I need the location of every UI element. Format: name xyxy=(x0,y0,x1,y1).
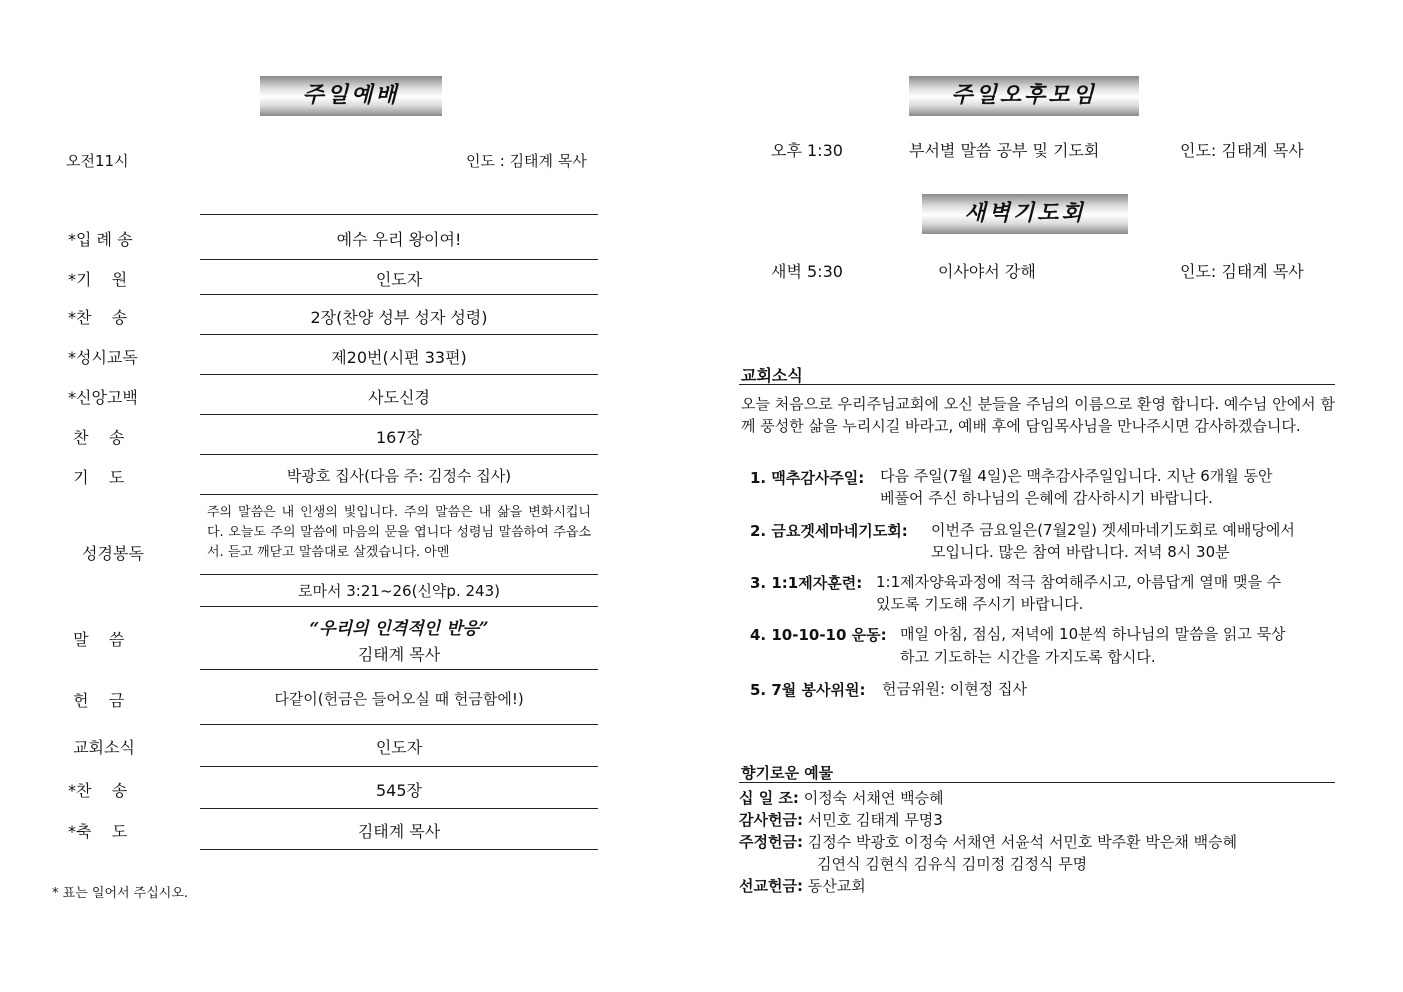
order-label: 교회소식 xyxy=(68,738,135,757)
order-label: 기 도 xyxy=(68,468,125,487)
offering-names: 동산교회 xyxy=(807,877,866,895)
table-rule xyxy=(200,766,598,767)
order-value: 박광호 집사(다음 주: 김정수 집사) xyxy=(286,467,512,485)
table-rule xyxy=(200,414,598,415)
sermon-preacher: 김태계 목사 xyxy=(357,645,441,664)
afternoon-time: 오후 1:30 xyxy=(771,141,843,160)
table-rule xyxy=(200,574,598,575)
news-rule xyxy=(739,384,1335,385)
order-value: 예수 우리 왕이여! xyxy=(336,230,462,249)
table-rule xyxy=(200,334,598,335)
worship-leader: 인도 : 김태계 목사 xyxy=(466,152,587,170)
offering-names: 서민호 김태계 무명3 xyxy=(807,811,943,829)
order-value: 인도자 xyxy=(375,270,423,289)
offering-label: 선교헌금: xyxy=(739,877,803,895)
dawn-time: 새벽 5:30 xyxy=(771,262,843,281)
offering-rule xyxy=(739,782,1335,783)
news-item-heading: 2. 금요겟세마네기도회: xyxy=(750,522,908,540)
table-rule xyxy=(200,214,598,215)
offering-label: 주정헌금: xyxy=(739,833,803,851)
news-item-line: 다음 주일(7월 4일)은 맥추감사주일입니다. 지난 6개월 동안 xyxy=(880,467,1273,485)
order-value: 2장(찬양 성부 성자 성령) xyxy=(310,308,488,327)
order-label: *성시교독 xyxy=(68,348,138,367)
table-rule xyxy=(200,849,598,850)
offering-label: 십 일 조: xyxy=(739,789,799,807)
news-item-heading: 4. 10-10-10 운동: xyxy=(750,626,887,644)
offering-names: 이정숙 서채연 백승혜 xyxy=(803,789,944,807)
news-item-heading: 1. 맥추감사주일: xyxy=(750,469,865,487)
scripture-prayer: 주의 말씀은 내 인생의 빛입니다. 주의 말씀은 내 삶을 변화시킵니다. 오늘도 주의 말씀에 마음의 문을 엽니다 성령님 말씀하여 주옵소서. 듣고 깨닫고 말씀대로 살겠습니다. 아멘 xyxy=(207,505,591,560)
order-value: 545장 xyxy=(376,781,422,800)
table-rule xyxy=(200,259,598,260)
dawn-desc: 이사야서 강해 xyxy=(938,262,1036,281)
order-value: 인도자 xyxy=(375,738,423,757)
offering-row xyxy=(739,787,944,808)
table-rule xyxy=(200,808,598,809)
news-item-line: 하고 기도하는 시간을 가지도록 합시다. xyxy=(900,648,1156,666)
offering-names: 김연식 김현식 김유식 김미정 김정식 무명 xyxy=(817,855,1088,873)
offering-row xyxy=(739,831,1237,852)
offering-title: 향기로운 예물 xyxy=(741,764,834,782)
news-item-line: 매일 아침, 점심, 저녁에 10분씩 하나님의 말씀을 읽고 묵상 xyxy=(900,625,1286,643)
news-item-heading: 3. 1:1제자훈련: xyxy=(750,574,863,592)
order-value: 제20번(시편 33편) xyxy=(331,348,467,367)
order-label: *축 도 xyxy=(68,822,128,841)
news-intro: 오늘 처음으로 우리주님교회에 오신 분들을 주님의 이름으로 환영 합니다. 예수님 안에서 함께 풍성한 삶을 누리시길 바라고, 예배 후에 담임목사님을 만나주시면 감사하겠습니다. xyxy=(741,395,1335,435)
news-item-line: 베풀어 주신 하나님의 은혜에 감사하시기 바랍니다. xyxy=(880,489,1213,507)
order-value: 사도신경 xyxy=(368,388,430,407)
order-label: *기 원 xyxy=(68,270,128,289)
order-value: 167장 xyxy=(376,428,422,447)
news-title: 교회소식 xyxy=(741,366,803,385)
order-label: 찬 송 xyxy=(68,428,125,447)
scripture-label: 성경봉독 xyxy=(82,544,144,563)
afternoon-banner: 주일오후모임 xyxy=(909,76,1139,116)
standing-footnote: * 표는 일어서 주십시오. xyxy=(52,886,189,901)
order-label: *찬 송 xyxy=(68,781,128,800)
news-item-line: 있도록 기도해 주시기 바랍니다. xyxy=(876,595,1084,613)
afternoon-leader: 인도: 김태계 목사 xyxy=(1180,141,1304,160)
table-rule xyxy=(200,374,598,375)
order-value: 김태계 목사 xyxy=(357,822,441,841)
sermon-title: “우리의 인격적인 반응” xyxy=(309,619,489,639)
offering-row xyxy=(817,853,1087,874)
news-item-line: 1:1제자양육과정에 적극 참여해주시고, 아름답게 열매 맺을 수 xyxy=(876,573,1282,591)
table-rule xyxy=(200,724,598,725)
news-item-line: 헌금위원: 이현정 집사 xyxy=(882,680,1028,698)
dawn-leader: 인도: 김태계 목사 xyxy=(1180,262,1304,281)
offering-names: 김정수 박광호 이정숙 서채연 서윤석 서민호 박주환 박은채 백승혜 xyxy=(807,833,1238,851)
worship-time: 오전11시 xyxy=(66,152,129,170)
order-value: 다같이(헌금은 들어오실 때 헌금함에!) xyxy=(274,690,524,708)
news-item-line: 이번주 금요일은(7월2일) 겟세마네기도회로 예배당에서 xyxy=(931,521,1295,539)
table-rule xyxy=(200,294,598,295)
news-item-heading: 5. 7월 봉사위원: xyxy=(750,681,866,699)
scripture-passage: 로마서 3:21~26(신약p. 243) xyxy=(298,582,500,600)
order-label: *입 례 송 xyxy=(68,230,133,249)
offering-row xyxy=(739,875,866,896)
table-rule xyxy=(200,606,598,607)
offering-label: 감사헌금: xyxy=(739,811,803,829)
table-rule xyxy=(200,454,598,455)
offering-row xyxy=(739,809,943,830)
dawn-banner: 새벽기도회 xyxy=(922,194,1128,234)
order-label: 헌 금 xyxy=(68,691,125,710)
worship-banner: 주일예배 xyxy=(260,76,442,116)
table-rule xyxy=(200,669,598,670)
sermon-label: 말 씀 xyxy=(68,630,125,649)
order-label: *찬 송 xyxy=(68,308,128,327)
order-label: *신앙고백 xyxy=(68,388,138,407)
news-item-line: 모입니다. 많은 참여 바랍니다. 저녁 8시 30분 xyxy=(931,543,1230,561)
table-rule xyxy=(200,494,598,495)
afternoon-desc: 부서별 말씀 공부 및 기도회 xyxy=(909,141,1100,160)
